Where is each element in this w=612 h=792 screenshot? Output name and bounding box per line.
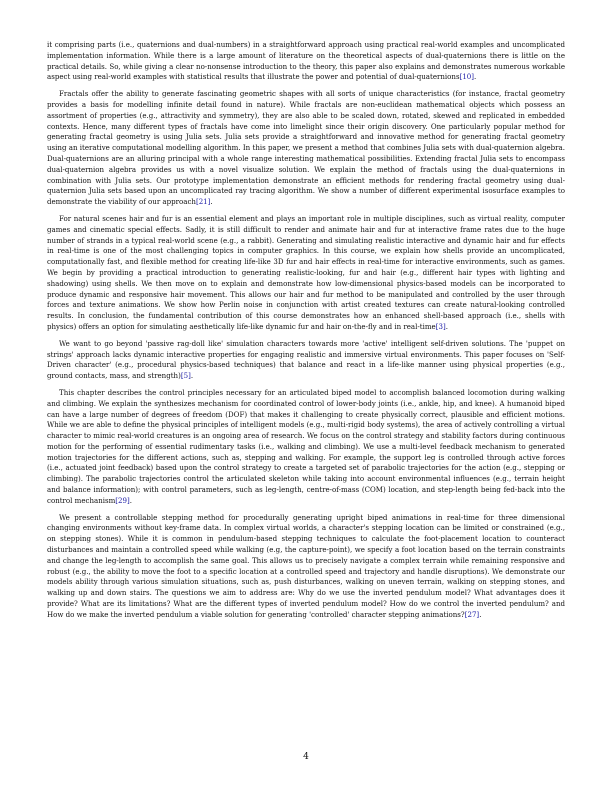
paragraph-text: We present a controllable stepping method for procedurally generating upright biped animations in real-time for three dimensional changing environments without key-frame data. In complex virtual worlds, a character's stepping location can be limited or constrained (e.g., on stepping stones). While it is common in pendulum-based stepping techniques to calculate the foot-placement location to counteract disturbances and maintain a controlled speed while walking (e.g, the capture-point), we specify a foot location based on the terrain constraints and change the leg-length to accomplish the same goal. This allows us to precisely navigate a complex terrain while remaining responsive and robust (e.g., the ability to move the foot to a specific location at a controlled speed and trajectory and handle disruptions). We demonstrate our models ability through various simulation situations, such as, push disturbances, walking on uneven terrain, walking on stepping stones, and walking up and down stairs. The questions we aim to address are: Why do we use the inverted pendulum model? What advantages does it provide? What are its limitations? What are the different types of inverted pendulum model? How do we control the inverted pendulum? and How do we make the inverted pendulum a viable solution for generating 'controlled' character stepping animations? xyxy=(47,512,565,619)
paragraph-text: Fractals offer the ability to generate fascinating geometric shapes with all sorts of unique characteristics (for instance, fractal geometry provides a basis for modelling infinite detail found in nature). While fractals are non-euclidean mathematical objects which possess an assortment of properties (e.g., attractivity and symmetry), they are also able to be scaled down, rotated, skewed and replicated in embedded contexts. Hence, many different types of fractals have come into limelight since their origin discovery. One particularly popular method for generating fractal geometry is using Julia sets. Julia sets provide a straightforward and innovative method for generating fractal geometry using an iterative computational modelling algorithm. In this paper, we present a method that combines Julia sets with dual-quaternion algebra. Dual-quaternions are an alluring principal with a whole range interesting mathematical possibilities. Extending fractal Julia sets to encompass dual-quaternion algebra provides us with a novel visualize solution. We explain the method of fractals using the dual-quaternions in combination with Julia sets. Our prototype implementation demonstrate an efficient methods for rendering fractal geometry using dual-quaternion Julia sets based upon an uncomplicated ray tracing algorithm. We show a number of different experimental isosurface examples to demonstrate the viability of our approach xyxy=(47,89,565,207)
citation-link[interactable]: [21] xyxy=(195,197,211,207)
paragraph-text: For natural scenes hair and fur is an essential element and plays an important role in multiple disciplines, such as virtual reality, computer games and cinematic special effects. Sadly, it is still difficult to render and animate hair and fur at interactive frame rates due to the huge number of strands in a typical real-world scene (e.g., a rabbit). Generating and simulating realistic interactive and dynamic hair and fur effects in real-time is one of the most challenging topics in computer graphics. In this course, we explain how shells provide an uncomplicated, computationally fast, and flexible method for creating life-like 3D fur and hair effects in real-time for interactive environments, such as games. We begin by providing a practical introduction to generating realistic-looking, fur and hair (e.g., different hair types with lighting and shadowing) using shells. We then move on to explain and demonstrate how low-dimensional physics-based models can be incorporated to produce dynamic and responsive hair movement. This allows our hair and fur method to be manipulated and controlled by the user through forces and texture animations. We show how Perlin noise in conjunction with artist created textures can create natural-looking controlled results. In conclusion, the fundamental contribution of this course demonstrates how an enhanced shell-based approach (i.e., shells with physics) offers an option for simulating aesthetically life-like dynamic fur and hair on-the-fly and in real-time xyxy=(47,213,565,331)
paragraph-text: it comprising parts (i.e., quaternions and dual-numbers) in a straightforward approach using practical real-world examples and uncomplicated implementation information. While there is a large amount of literature on the theoretical aspects of dual-quaternions there is little on the practical details. So, while giving a clear no-nonsense introduction to the theory, this paper also explains and demonstrates numerous workable aspect using real-world examples with statistical results that illustrate the power and potential of dual-quaternions xyxy=(47,40,565,82)
paragraph-text: We want to go beyond 'passive rag-doll like' simulation characters towards more 'active' intelligent self-driven solutions. The 'puppet on strings' approach lacks dynamic interactive properties for engaging realistic and immersive virtual environments. This paper focuses on 'Self-Driven character' (e.g., procedural physics-based techniques) that balance and react in a life-like manner using physical properties (e.g., ground contacts, mass, and strength) xyxy=(47,338,565,381)
paragraph-fractals xyxy=(47,89,565,208)
paragraph-dual-quaternions-continued xyxy=(47,40,565,83)
document-body xyxy=(47,40,565,627)
citation-link[interactable]: [10] xyxy=(459,72,475,82)
paragraph-stepping-method xyxy=(47,513,565,621)
citation-link[interactable]: [29] xyxy=(115,495,130,505)
paragraph-text: This chapter describes the control principles necessary for an articulated biped model to accomplish balanced locomotion during walking and climbing. We explain the synthesizes mechanism for coordinated control of lower-body joints (i.e., ankle, hip, and knee). A humanoid biped can have a large number of degrees of freedom (DOF) that makes it challenging to create physically correct, plausible and efficient motions. While we are able to define the physical principles of intelligent models (e.g., multi-rigid body systems), the area of actively controlling a virtual character to mimic real-world creatures is an ongoing area of research. We focus on the control strategy and stability factors during continuous motion for the performing of essential rudimentary tasks (i.e., walking and climbing). We use a multi-level feedback mechanism to generated motion trajectories for the different actions, such as, stepping and walking. For example, the support leg is controlled through active forces (i.e., actuated joint feedback) based upon the control strategy to create a targeted set of parabolic trajectories for the action (e.g., stepping or climbing). The parabolic trajectories control the articulated skeleton while taking into account environmental influences (e.g., terrain height and balance information); with control parameters, such as leg-length, centre-of-mass (COM) location, and step-length being fed-back into the control mechanism xyxy=(47,387,565,505)
page-number: 4 xyxy=(303,752,309,762)
paragraph-end: . xyxy=(190,371,194,381)
citation-link[interactable]: [27] xyxy=(464,609,480,619)
paragraph-end: . xyxy=(479,609,482,619)
paragraph-self-driven-characters xyxy=(47,339,565,382)
citation-link[interactable]: [3] xyxy=(435,321,446,331)
paragraph-end: . xyxy=(129,495,133,505)
paragraph-end: . xyxy=(445,321,448,331)
paragraph-end: . xyxy=(474,72,477,82)
paragraph-hair-and-fur xyxy=(47,214,565,333)
citation-link[interactable]: [5] xyxy=(180,371,191,381)
paragraph-end: . xyxy=(210,197,213,207)
paragraph-biped-locomotion xyxy=(47,388,565,507)
